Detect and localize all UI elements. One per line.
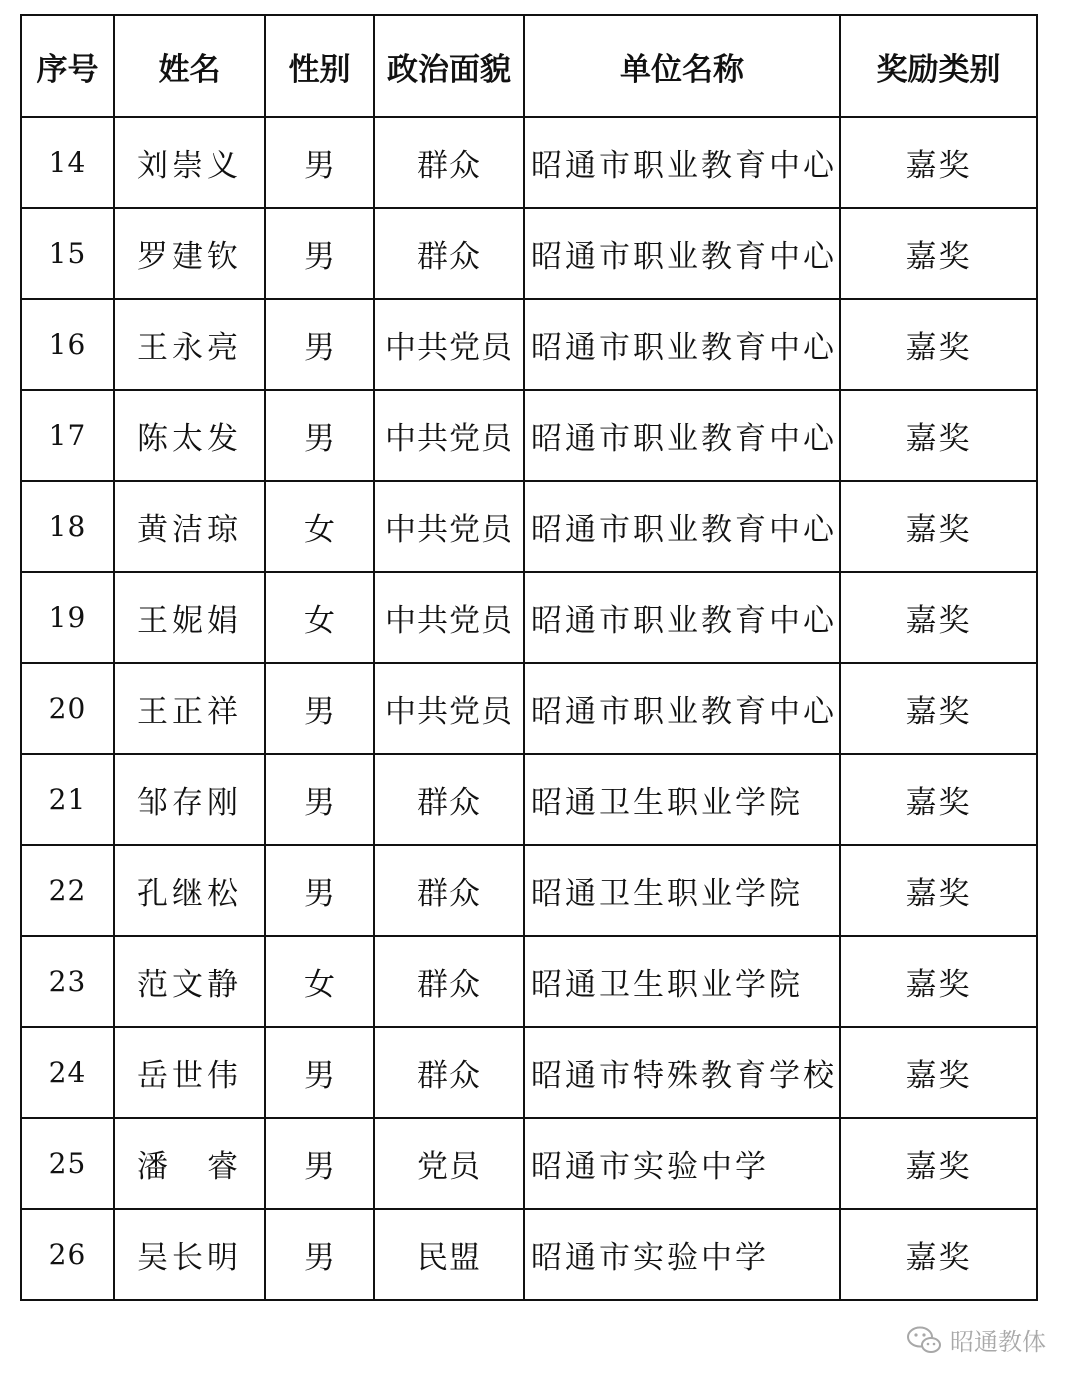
cell-politics: 中共党员 — [374, 299, 524, 390]
cell-gender: 男 — [265, 1209, 374, 1300]
cell-name: 王正祥 — [114, 663, 265, 754]
header-politics: 政治面貌 — [374, 15, 524, 117]
header-gender: 性别 — [265, 15, 374, 117]
cell-number: 14 — [21, 117, 114, 208]
cell-award: 嘉奖 — [840, 936, 1037, 1027]
cell-unit: 昭通市职业教育中心 — [524, 572, 840, 663]
cell-number: 22 — [21, 845, 114, 936]
cell-politics: 群众 — [374, 754, 524, 845]
table-row — [21, 936, 1037, 1027]
cell-gender: 男 — [265, 845, 374, 936]
table-row — [21, 299, 1037, 390]
cell-name: 邹存刚 — [114, 754, 265, 845]
cell-gender: 女 — [265, 936, 374, 1027]
cell-name: 吴长明 — [114, 1209, 265, 1300]
cell-politics: 群众 — [374, 845, 524, 936]
cell-politics: 中共党员 — [374, 390, 524, 481]
cell-gender: 男 — [265, 299, 374, 390]
cell-number: 25 — [21, 1118, 114, 1209]
cell-number: 19 — [21, 572, 114, 663]
cell-politics: 群众 — [374, 208, 524, 299]
cell-politics: 中共党员 — [374, 663, 524, 754]
cell-number: 20 — [21, 663, 114, 754]
header-award: 奖励类别 — [840, 15, 1037, 117]
cell-gender: 男 — [265, 117, 374, 208]
cell-gender: 女 — [265, 572, 374, 663]
table-row — [21, 1118, 1037, 1209]
cell-unit: 昭通卫生职业学院 — [524, 845, 840, 936]
cell-politics: 中共党员 — [374, 481, 524, 572]
cell-gender: 男 — [265, 754, 374, 845]
cell-unit: 昭通市职业教育中心 — [524, 117, 840, 208]
header-number: 序号 — [21, 15, 114, 117]
table-row — [21, 1027, 1037, 1118]
cell-number: 18 — [21, 481, 114, 572]
cell-politics: 中共党员 — [374, 572, 524, 663]
cell-gender: 男 — [265, 208, 374, 299]
cell-politics: 群众 — [374, 1027, 524, 1118]
cell-name: 岳世伟 — [114, 1027, 265, 1118]
table-row — [21, 1209, 1037, 1300]
cell-politics: 党员 — [374, 1118, 524, 1209]
cell-politics: 群众 — [374, 117, 524, 208]
cell-award: 嘉奖 — [840, 845, 1037, 936]
cell-unit: 昭通市实验中学 — [524, 1118, 840, 1209]
cell-award: 嘉奖 — [840, 754, 1037, 845]
cell-name: 黄洁琼 — [114, 481, 265, 572]
table-row — [21, 754, 1037, 845]
header-name: 姓名 — [114, 15, 265, 117]
cell-gender: 女 — [265, 481, 374, 572]
cell-number: 21 — [21, 754, 114, 845]
cell-award: 嘉奖 — [840, 572, 1037, 663]
cell-unit: 昭通市实验中学 — [524, 1209, 840, 1300]
cell-gender: 男 — [265, 663, 374, 754]
cell-unit: 昭通市职业教育中心 — [524, 299, 840, 390]
table-row — [21, 390, 1037, 481]
cell-award: 嘉奖 — [840, 1209, 1037, 1300]
award-table-wrapper — [20, 14, 1038, 1301]
cell-name: 刘崇义 — [114, 117, 265, 208]
cell-award: 嘉奖 — [840, 117, 1037, 208]
cell-award: 嘉奖 — [840, 208, 1037, 299]
cell-number: 17 — [21, 390, 114, 481]
table-row — [21, 572, 1037, 663]
award-list-table — [20, 14, 1038, 1301]
cell-number: 15 — [21, 208, 114, 299]
cell-name: 孔继松 — [114, 845, 265, 936]
cell-name: 王妮娟 — [114, 572, 265, 663]
header-unit: 单位名称 — [524, 15, 840, 117]
cell-name: 王永亮 — [114, 299, 265, 390]
cell-award: 嘉奖 — [840, 1027, 1037, 1118]
cell-unit: 昭通市职业教育中心 — [524, 208, 840, 299]
table-header-row — [21, 15, 1037, 117]
watermark-text: 昭通教体 — [950, 1328, 1046, 1356]
cell-unit: 昭通卫生职业学院 — [524, 754, 840, 845]
cell-politics: 群众 — [374, 936, 524, 1027]
table-row — [21, 663, 1037, 754]
cell-unit: 昭通市职业教育中心 — [524, 481, 840, 572]
cell-name: 潘 睿 — [114, 1118, 265, 1209]
cell-unit: 昭通市职业教育中心 — [524, 390, 840, 481]
cell-name: 陈太发 — [114, 390, 265, 481]
cell-unit: 昭通市职业教育中心 — [524, 663, 840, 754]
table-row — [21, 845, 1037, 936]
cell-gender: 男 — [265, 390, 374, 481]
table-body — [21, 117, 1037, 1300]
cell-gender: 男 — [265, 1118, 374, 1209]
table-row — [21, 208, 1037, 299]
watermark — [906, 1322, 1046, 1357]
wechat-icon — [906, 1325, 942, 1355]
cell-number: 23 — [21, 936, 114, 1027]
cell-unit: 昭通市特殊教育学校 — [524, 1027, 840, 1118]
cell-number: 24 — [21, 1027, 114, 1118]
cell-award: 嘉奖 — [840, 481, 1037, 572]
table-row — [21, 117, 1037, 208]
table-row — [21, 481, 1037, 572]
cell-name: 罗建钦 — [114, 208, 265, 299]
cell-gender: 男 — [265, 1027, 374, 1118]
cell-number: 16 — [21, 299, 114, 390]
cell-unit: 昭通卫生职业学院 — [524, 936, 840, 1027]
cell-award: 嘉奖 — [840, 299, 1037, 390]
cell-number: 26 — [21, 1209, 114, 1300]
cell-award: 嘉奖 — [840, 1118, 1037, 1209]
cell-name: 范文静 — [114, 936, 265, 1027]
cell-award: 嘉奖 — [840, 390, 1037, 481]
cell-politics: 民盟 — [374, 1209, 524, 1300]
cell-award: 嘉奖 — [840, 663, 1037, 754]
